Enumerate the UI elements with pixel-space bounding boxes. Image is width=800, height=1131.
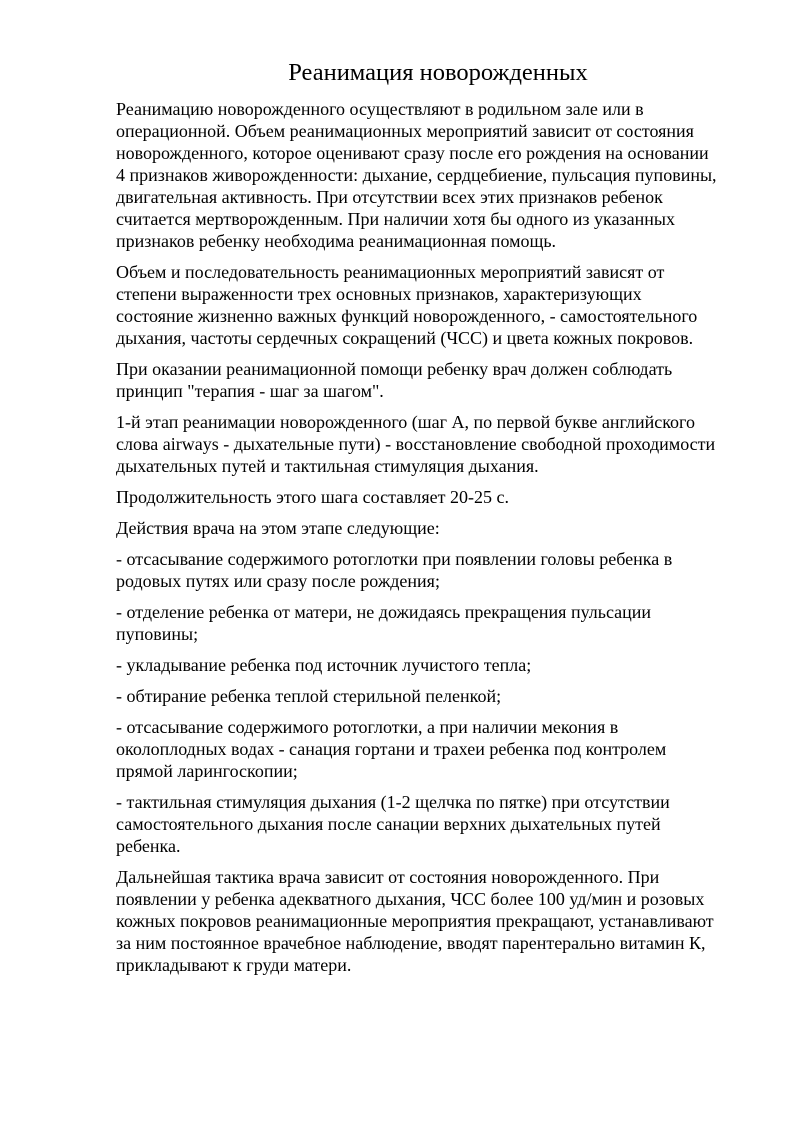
list-item: - тактильная стимуляция дыхания (1-2 щелчка по пятке) при отсутствии самостоятельного дыхания после санации верхних дыхательных путей ребенка.: [116, 792, 670, 856]
paragraph-scope: Объем и последовательность реанимационных мероприятий зависят от степени выраженности трех основных признаков, характеризующих состояние жизненно важных функций новорожденного, - самостоятельного дыхания, частоты сердечных сокращений (ЧСС) и цвета кожных покровов.: [116, 262, 698, 348]
page-title: Реанимация новорожденных: [288, 59, 588, 86]
list-item: - отсасывание содержимого ротоглотки при появлении головы ребенка в родовых путях или сразу после рождения;: [116, 549, 673, 591]
list-item: - отсасывание содержимого ротоглотки, а при наличии мекония в околоплодных водах - санация гортани и трахеи ребенка под контролем прямой ларингоскопии;: [116, 717, 667, 781]
list-item: - укладывание ребенка под источник лучистого тепла;: [116, 655, 532, 675]
paragraph-intro: Реанимацию новорожденного осуществляют в родильном зале или в операционной. Объем реанимационных мероприятий зависит от состояния новорожденного, которое оценивают сразу после его рождения на основании 4 признаков живорожденности: дыхание, сердцебиение, пульсация пуповины, двигательная активность. При отсутствии всех этих признаков ребенок считается мертворожденным. При наличии хотя бы одного из указанных признаков ребенку необходима реанимационная помощь.: [116, 99, 717, 251]
list-item: - отделение ребенка от матери, не дожидаясь прекращения пульсации пуповины;: [116, 602, 652, 644]
paragraph-actions-heading: Действия врача на этом этапе следующие:: [116, 518, 440, 538]
paragraph-further-tactics: Дальнейшая тактика врача зависит от состояния новорожденного. При появлении у ребенка адекватного дыхания, ЧСС более 100 уд/мин и розовых кожных покровов реанимационные мероприятия прекращают, устанавливают за ним постоянное врачебное наблюдение, вводят парентерально витамин К, прикладывают к груди матери.: [116, 867, 714, 975]
paragraph-duration: Продолжительность этого шага составляет 20-25 с.: [116, 487, 510, 507]
paragraph-step-a: 1-й этап реанимации новорожденного (шаг A, по первой букве английского слова airways - дыхательные пути) - восстановление свободной проходимости дыхательных путей и тактильная стимуляция дыхания.: [116, 412, 716, 476]
list-item: - обтирание ребенка теплой стерильной пеленкой;: [116, 686, 502, 706]
paragraph-principle: При оказании реанимационной помощи ребенку врач должен соблюдать принцип "терапия - шаг за шагом".: [116, 359, 673, 401]
